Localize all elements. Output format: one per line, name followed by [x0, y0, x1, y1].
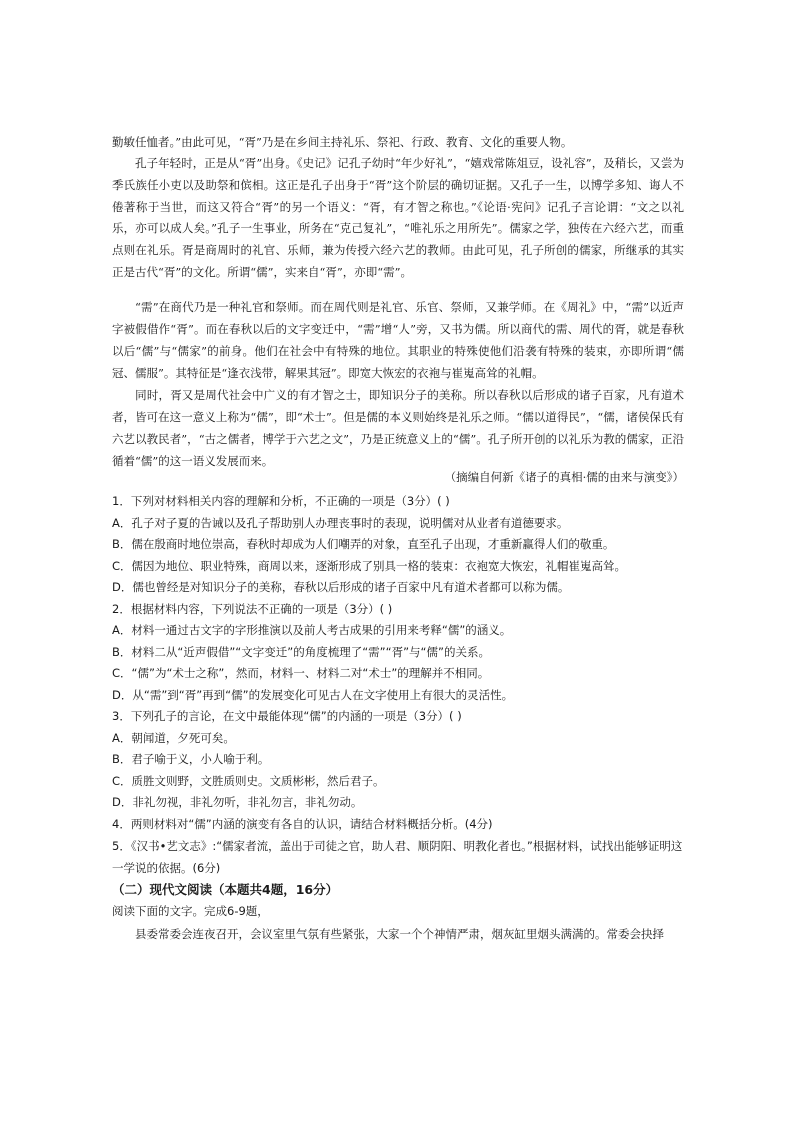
question-3-option-b: B．君子喻于义，小人喻于利。 — [112, 752, 270, 766]
passage-paragraph-3 — [112, 384, 684, 472]
question-2-option-c: C．“儒”为“术士之称”，然而，材料一、材料二对“术士”的理解并不相同。 — [112, 666, 490, 680]
passage-source: （摘编自何新《诸子的真相·儒的由来与演变》） — [444, 470, 684, 484]
passage-paragraph-2 — [112, 296, 684, 384]
question-3-option-c: C．质胜文则野，文胜质则史。文质彬彬，然后君子。 — [112, 773, 385, 788]
question-3-option-a: A．朝闻道，夕死可矣。 — [112, 730, 235, 745]
section-2-instruction: 阅读下面的文字。完成6-9题， — [112, 904, 269, 918]
question-5-text: 5．《汉书•艺文志》:“儒家者流，盖出于司徒之官，助人君、顺阴阳、明教化者也。”根据材料，试找出能够证明这一学说的依据。(6分) — [112, 839, 683, 875]
question-2-option-d: D．从“需”到“胥”再到“儒”的发展变化可见古人在文字使用上有很大的灵活性。 — [112, 687, 514, 702]
passage-text-0: 勤敏任恤者。”由此可见，“胥”乃是在乡间主持礼乐、祭祀、行政、教育、文化的重要人物。 — [112, 135, 573, 149]
question-1: 1．下列对材料相关内容的理解和分析，不正确的一项是（3分）( ) — [112, 494, 450, 508]
question-2: 2．根据材料内容，下列说法不正确的一项是（3分）( ) — [112, 601, 393, 616]
passage-text-2: “需”在商代乃是一种礼官和祭师。而在周代则是礼官、乐官、祭师，又兼学师。在《周礼》中，“需”以近声字被假借作“胥”。而在春秋以后的文字变迁中，“需”增“人”旁，又书为儒。所以商代的需、周代的胥，就是春秋以后“儒”与“儒家”的前身。他们在社会中有特殊的地位。其职业的特殊使他们沿袭有特殊的装束，亦即所谓“儒冠、儒服”。其特征是“逢衣浅带，解果其冠”。即宽大恢宏的衣袍与崔嵬高耸的礼帽。 — [112, 300, 684, 380]
section-2-text-1: 县委常委会连夜召开，会议室里气氛有些紧张，大家一个个神情严肃，烟灰缸里烟头满满的。常委会抉择 — [135, 927, 664, 941]
question-1-option-d: D．儒也曾经是对知识分子的美称，春秋以后形成的诸子百家中凡有道术者都可以称为儒。 — [112, 580, 570, 594]
passage-text-1: 孔子年轻时，正是从“胥”出身。《史记》记孔子幼时“年少好礼”，“嬉戏常陈俎豆，设礼容”，及稍长，又尝为季氏族任小吏以及助祭和傧相。这正是孔子出身于“胥”这个阶层的确切证据。又孔子一生，以博学多知、诲人不倦著称于当世，而这又符合“胥”的另一个语义：“胥，有才智之称也。”《论语·宪问》记孔子言论谓：“文之以礼乐，亦可以成人矣。”孔子一生事业，所务在“克己复礼”，“唯礼乐之用所先”。儒家之学，独传在六经六艺，而重点则在礼乐。胥是商周时的礼官、乐师，兼为传授六经六艺的教师。由此可见，孔子所创的儒家，所继承的其实正是古代“胥”的文化。所谓“儒”，实来自“胥”，亦即“需”。 — [112, 156, 684, 279]
passage-paragraph-1 — [112, 153, 684, 284]
question-list — [112, 491, 684, 835]
question-3-option-d: D．非礼勿视，非礼勿听，非礼勿言，非礼勿动。 — [112, 795, 363, 809]
question-4: 4．两则材料对“儒”内涵的演变有各自的认识，请结合材料概括分析。(4分) — [112, 816, 493, 831]
section-2-paragraph-1 — [112, 923, 684, 945]
question-1-option-a: A．孔子对子夏的告诫以及孔子帮助别人办理丧事时的表现，说明儒对从业者有道德要求。 — [112, 515, 569, 530]
section-2-heading: （二）现代文阅读（本题共4题，16分） — [112, 882, 339, 897]
passage-text-3: 同时，胥又是周代社会中广义的有才智之士，即知识分子的美称。所以春秋以后形成的诸子百家，凡有道术者，皆可在这一意义上称为“儒”，即“术士”。但是儒的本义则始终是礼乐之师。“儒以道得民”，“儒，诸侯保氏有六艺以教民者”，“古之儒者，博学于六艺之文”，乃是正统意义上的“儒”。孔子所开创的以礼乐为教的儒家，正沿循着“儒”的这一语义发展而来。 — [112, 388, 684, 468]
question-1-option-b: B．儒在殷商时地位崇高，春秋时却成为人们嘲弄的对象，直至孔子出现，才重新赢得人们的敬重。 — [112, 537, 615, 551]
question-1-option-c: C．儒因为地位、职业特殊，商周以来，逐渐形成了别具一格的装束：衣袍宽大恢宏，礼帽崔嵬高耸。 — [112, 558, 627, 573]
question-2-option-a: A．材料一通过古文字的字形推演以及前人考古成果的引用来考释“儒”的涵义。 — [112, 623, 512, 637]
question-5 — [112, 835, 684, 879]
question-3: 3．下列孔子的言论，在文中最能体现“儒”的内涵的一项是（3分）( ) — [112, 709, 462, 723]
question-2-option-b: B．材料二从“近声假借”“文字变迁”的角度梳理了“需”“胥”与“儒”的关系。 — [112, 644, 490, 659]
passage-paragraph-0 — [112, 131, 684, 153]
